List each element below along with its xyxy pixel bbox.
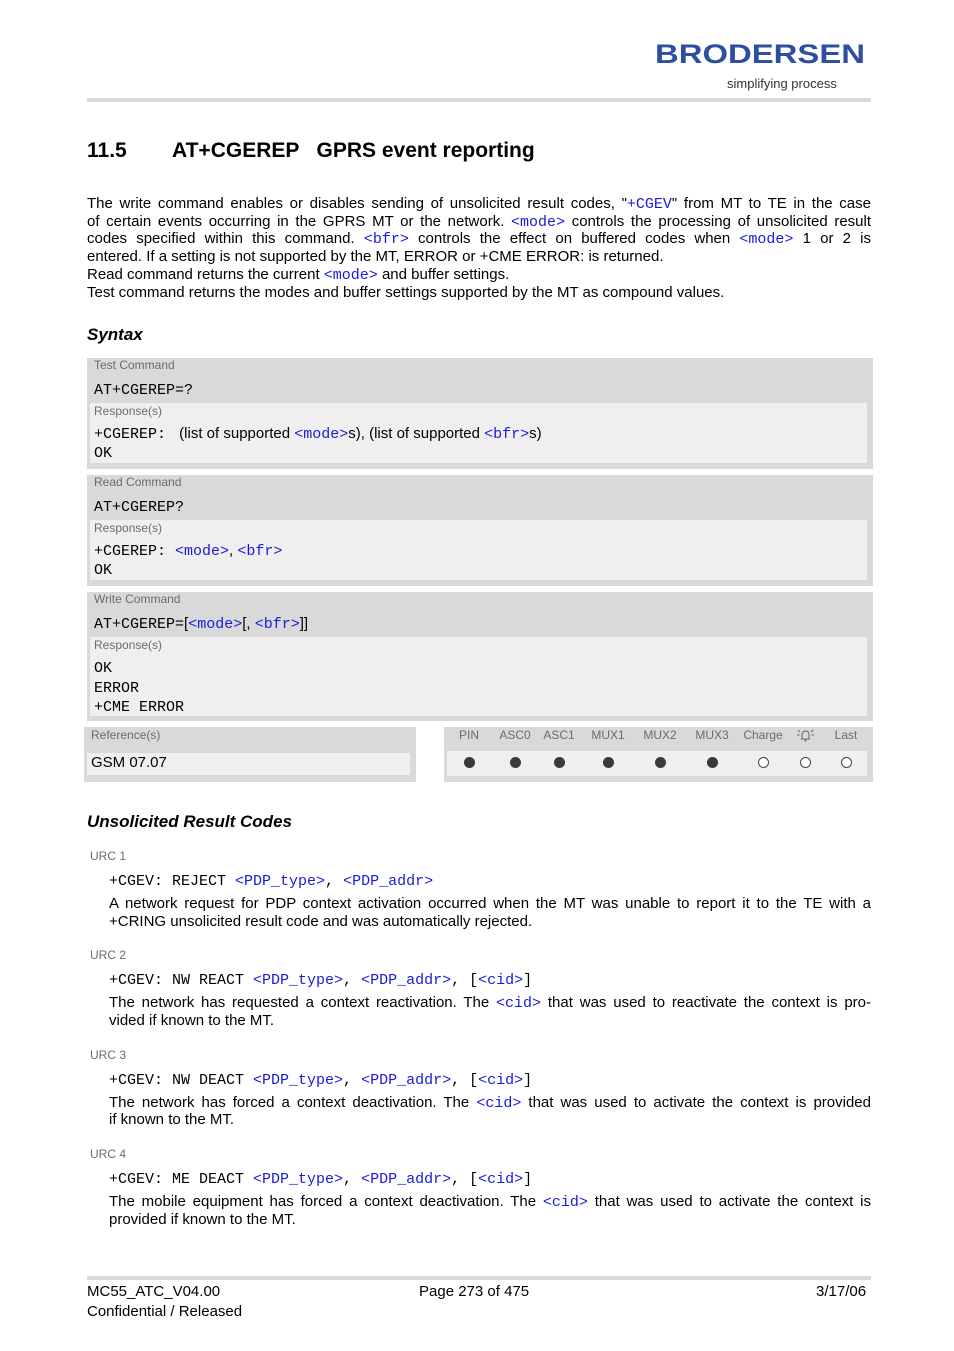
cid-link[interactable]: <cid> [478, 1072, 524, 1089]
urc-code: +CGEV: ME DEACT <PDP_type>, <PDP_addr>, [<cid>] [109, 1171, 533, 1188]
mode-link[interactable]: <mode> [739, 231, 794, 248]
urc-code: +CGEV: NW DEACT <PDP_type>, <PDP_addr>, [<cid>] [109, 1072, 533, 1089]
bfr-link[interactable]: <bfr> [363, 231, 409, 248]
pdp-type-link[interactable]: <PDP_type> [235, 873, 326, 890]
pdp-type-link[interactable]: <PDP_type> [253, 1072, 344, 1089]
mode-link[interactable]: <mode> [323, 267, 378, 284]
test-command-label: Test Command [94, 358, 175, 372]
intro-line-5: Read command returns the current <mode> and buffer settings. [87, 266, 510, 284]
urc-desc-line-1: A network request for PDP context activation occurred when the MT was unable to report it to the TE with a [109, 895, 871, 912]
support-dot-mux1 [603, 757, 614, 768]
bfr-link[interactable]: <bfr> [254, 616, 300, 633]
mode-link[interactable]: <mode> [294, 426, 349, 443]
reference-value-box [87, 753, 410, 775]
footer-status: Confidential / Released [87, 1303, 243, 1320]
write-response-error: ERROR [94, 680, 140, 697]
pdp-addr-link[interactable]: <PDP_addr> [361, 972, 452, 989]
support-dot-pin [464, 757, 475, 768]
cid-link[interactable]: <cid> [478, 972, 524, 989]
read-command-block [87, 475, 873, 586]
col-last: Last [834, 728, 858, 742]
syntax-heading: Syntax [87, 325, 143, 344]
cid-link[interactable]: <cid> [542, 1194, 588, 1211]
section-title: AT+CGEREP GPRS event reporting [172, 139, 535, 162]
support-dot-asc0 [510, 757, 521, 768]
read-response-line: +CGEREP: <mode>, <bfr> [94, 542, 283, 560]
reference-label: Reference(s) [91, 728, 161, 742]
urc-desc-line-2: vided if known to the MT. [109, 1012, 275, 1029]
urc-desc-line-1: The network has forced a context deactivation. The <cid> that was used to activate the context is provided [109, 1094, 871, 1112]
write-command-label: Write Command [94, 592, 181, 606]
read-command-label: Read Command [94, 475, 182, 489]
reference-block [84, 727, 416, 782]
col-asc0: ASC0 [499, 728, 531, 742]
support-dot-mux3 [707, 757, 718, 768]
brand-logo [655, 40, 867, 96]
intro-line-1: The write command enables or disables sending of unsolicited result codes, "+CGEV" from MT to TE in the case [87, 195, 871, 213]
reference-value: GSM 07.07 [91, 754, 167, 771]
header-divider [87, 98, 871, 102]
urc-label: URC 1 [90, 849, 127, 863]
read-command: AT+CGEREP? [94, 499, 185, 516]
mode-link[interactable]: <mode> [511, 214, 566, 231]
intro-line-6: Test command returns the modes and buffer settings supported by the MT as compound values. [87, 284, 725, 301]
cid-link[interactable]: <cid> [496, 995, 542, 1012]
write-command-block [87, 592, 873, 721]
support-dot-last [841, 757, 852, 768]
cid-link[interactable]: <cid> [476, 1095, 522, 1112]
test-command-block [87, 358, 873, 469]
col-asc1: ASC1 [543, 728, 575, 742]
read-response-ok: OK [94, 562, 113, 579]
mode-link[interactable]: <mode> [175, 543, 230, 560]
alarm-icon [796, 728, 815, 747]
footer-doc-id: MC55_ATC_V04.00 [87, 1283, 221, 1300]
test-response-ok: OK [94, 445, 113, 462]
cgev-link[interactable]: +CGEV [626, 196, 672, 213]
bfr-link[interactable]: <bfr> [484, 426, 530, 443]
footer-date: 3/17/06 [816, 1283, 867, 1300]
pdp-addr-link[interactable]: <PDP_addr> [361, 1171, 452, 1188]
pdp-addr-link[interactable]: <PDP_addr> [343, 873, 434, 890]
urc-desc-line-1: The network has requested a context reactivation. The <cid> that was used to reactivate the context is pro- [109, 994, 871, 1012]
brodersen-logo-icon [655, 40, 867, 66]
test-response-label: Response(s) [94, 404, 163, 418]
intro-line-2: of certain events occurring in the GPRS MT or the network. <mode> controls the processing of unsolicited result [87, 213, 872, 231]
write-response-ok: OK [94, 660, 113, 677]
test-response-box [90, 403, 867, 463]
intro-line-4: entered. If a setting is not supported by the MT, ERROR or +CME ERROR: is returned. [87, 248, 664, 265]
urc-label: URC 2 [90, 948, 127, 962]
urc-label: URC 4 [90, 1147, 127, 1161]
section-number: 11.5 [87, 139, 127, 162]
brand-tagline: simplifying process [727, 76, 837, 91]
pdp-type-link[interactable]: <PDP_type> [253, 972, 344, 989]
footer-page-number: Page 273 of 475 [419, 1283, 530, 1300]
col-pin: PIN [458, 728, 479, 742]
support-dot-mux2 [655, 757, 666, 768]
svg-text:BRODERSEN: BRODERSEN [655, 40, 865, 66]
urc-code: +CGEV: NW REACT <PDP_type>, <PDP_addr>, [<cid>] [109, 972, 533, 989]
pdp-type-link[interactable]: <PDP_type> [253, 1171, 344, 1188]
urc-label: URC 3 [90, 1048, 127, 1062]
test-response-line: +CGEREP: (list of supported <mode>s), (list of supported <bfr>s) [94, 425, 542, 443]
read-response-label: Response(s) [94, 521, 163, 535]
col-mux2: MUX2 [643, 728, 677, 742]
urc-desc-line-2: +CRING unsolicited result code and was automatically rejected. [109, 913, 533, 930]
urc-desc-line-1: The mobile equipment has forced a context deactivation. The <cid> that was used to activate the context is [109, 1193, 872, 1211]
write-command: AT+CGEREP=[<mode>[, <bfr>]] [94, 615, 309, 633]
footer-divider [87, 1276, 871, 1280]
support-dot-charge [758, 757, 769, 768]
urc-desc-line-2: provided if known to the MT. [109, 1211, 296, 1228]
read-response-box [90, 520, 867, 580]
col-charge: Charge [743, 728, 783, 742]
bfr-link[interactable]: <bfr> [237, 543, 283, 560]
write-response-box [90, 637, 867, 716]
urc-code: +CGEV: REJECT <PDP_type>, <PDP_addr> [109, 873, 434, 890]
intro-line-3: codes specified within this command. <bfr> controls the effect on buffered codes when <mode> 1 or 2 is [87, 230, 871, 248]
col-mux1: MUX1 [591, 728, 625, 742]
mode-link[interactable]: <mode> [188, 616, 243, 633]
urc-desc-line-2: if known to the MT. [109, 1111, 235, 1128]
cid-link[interactable]: <cid> [478, 1171, 524, 1188]
test-command: AT+CGEREP=? [94, 382, 194, 399]
urc-heading: Unsolicited Result Codes [87, 812, 292, 831]
col-mux3: MUX3 [695, 728, 729, 742]
write-response-label: Response(s) [94, 638, 163, 652]
support-dot-alarm [800, 757, 811, 768]
support-dot-asc1 [554, 757, 565, 768]
write-response-cme-error: +CME ERROR [94, 699, 185, 716]
pdp-addr-link[interactable]: <PDP_addr> [361, 1072, 452, 1089]
